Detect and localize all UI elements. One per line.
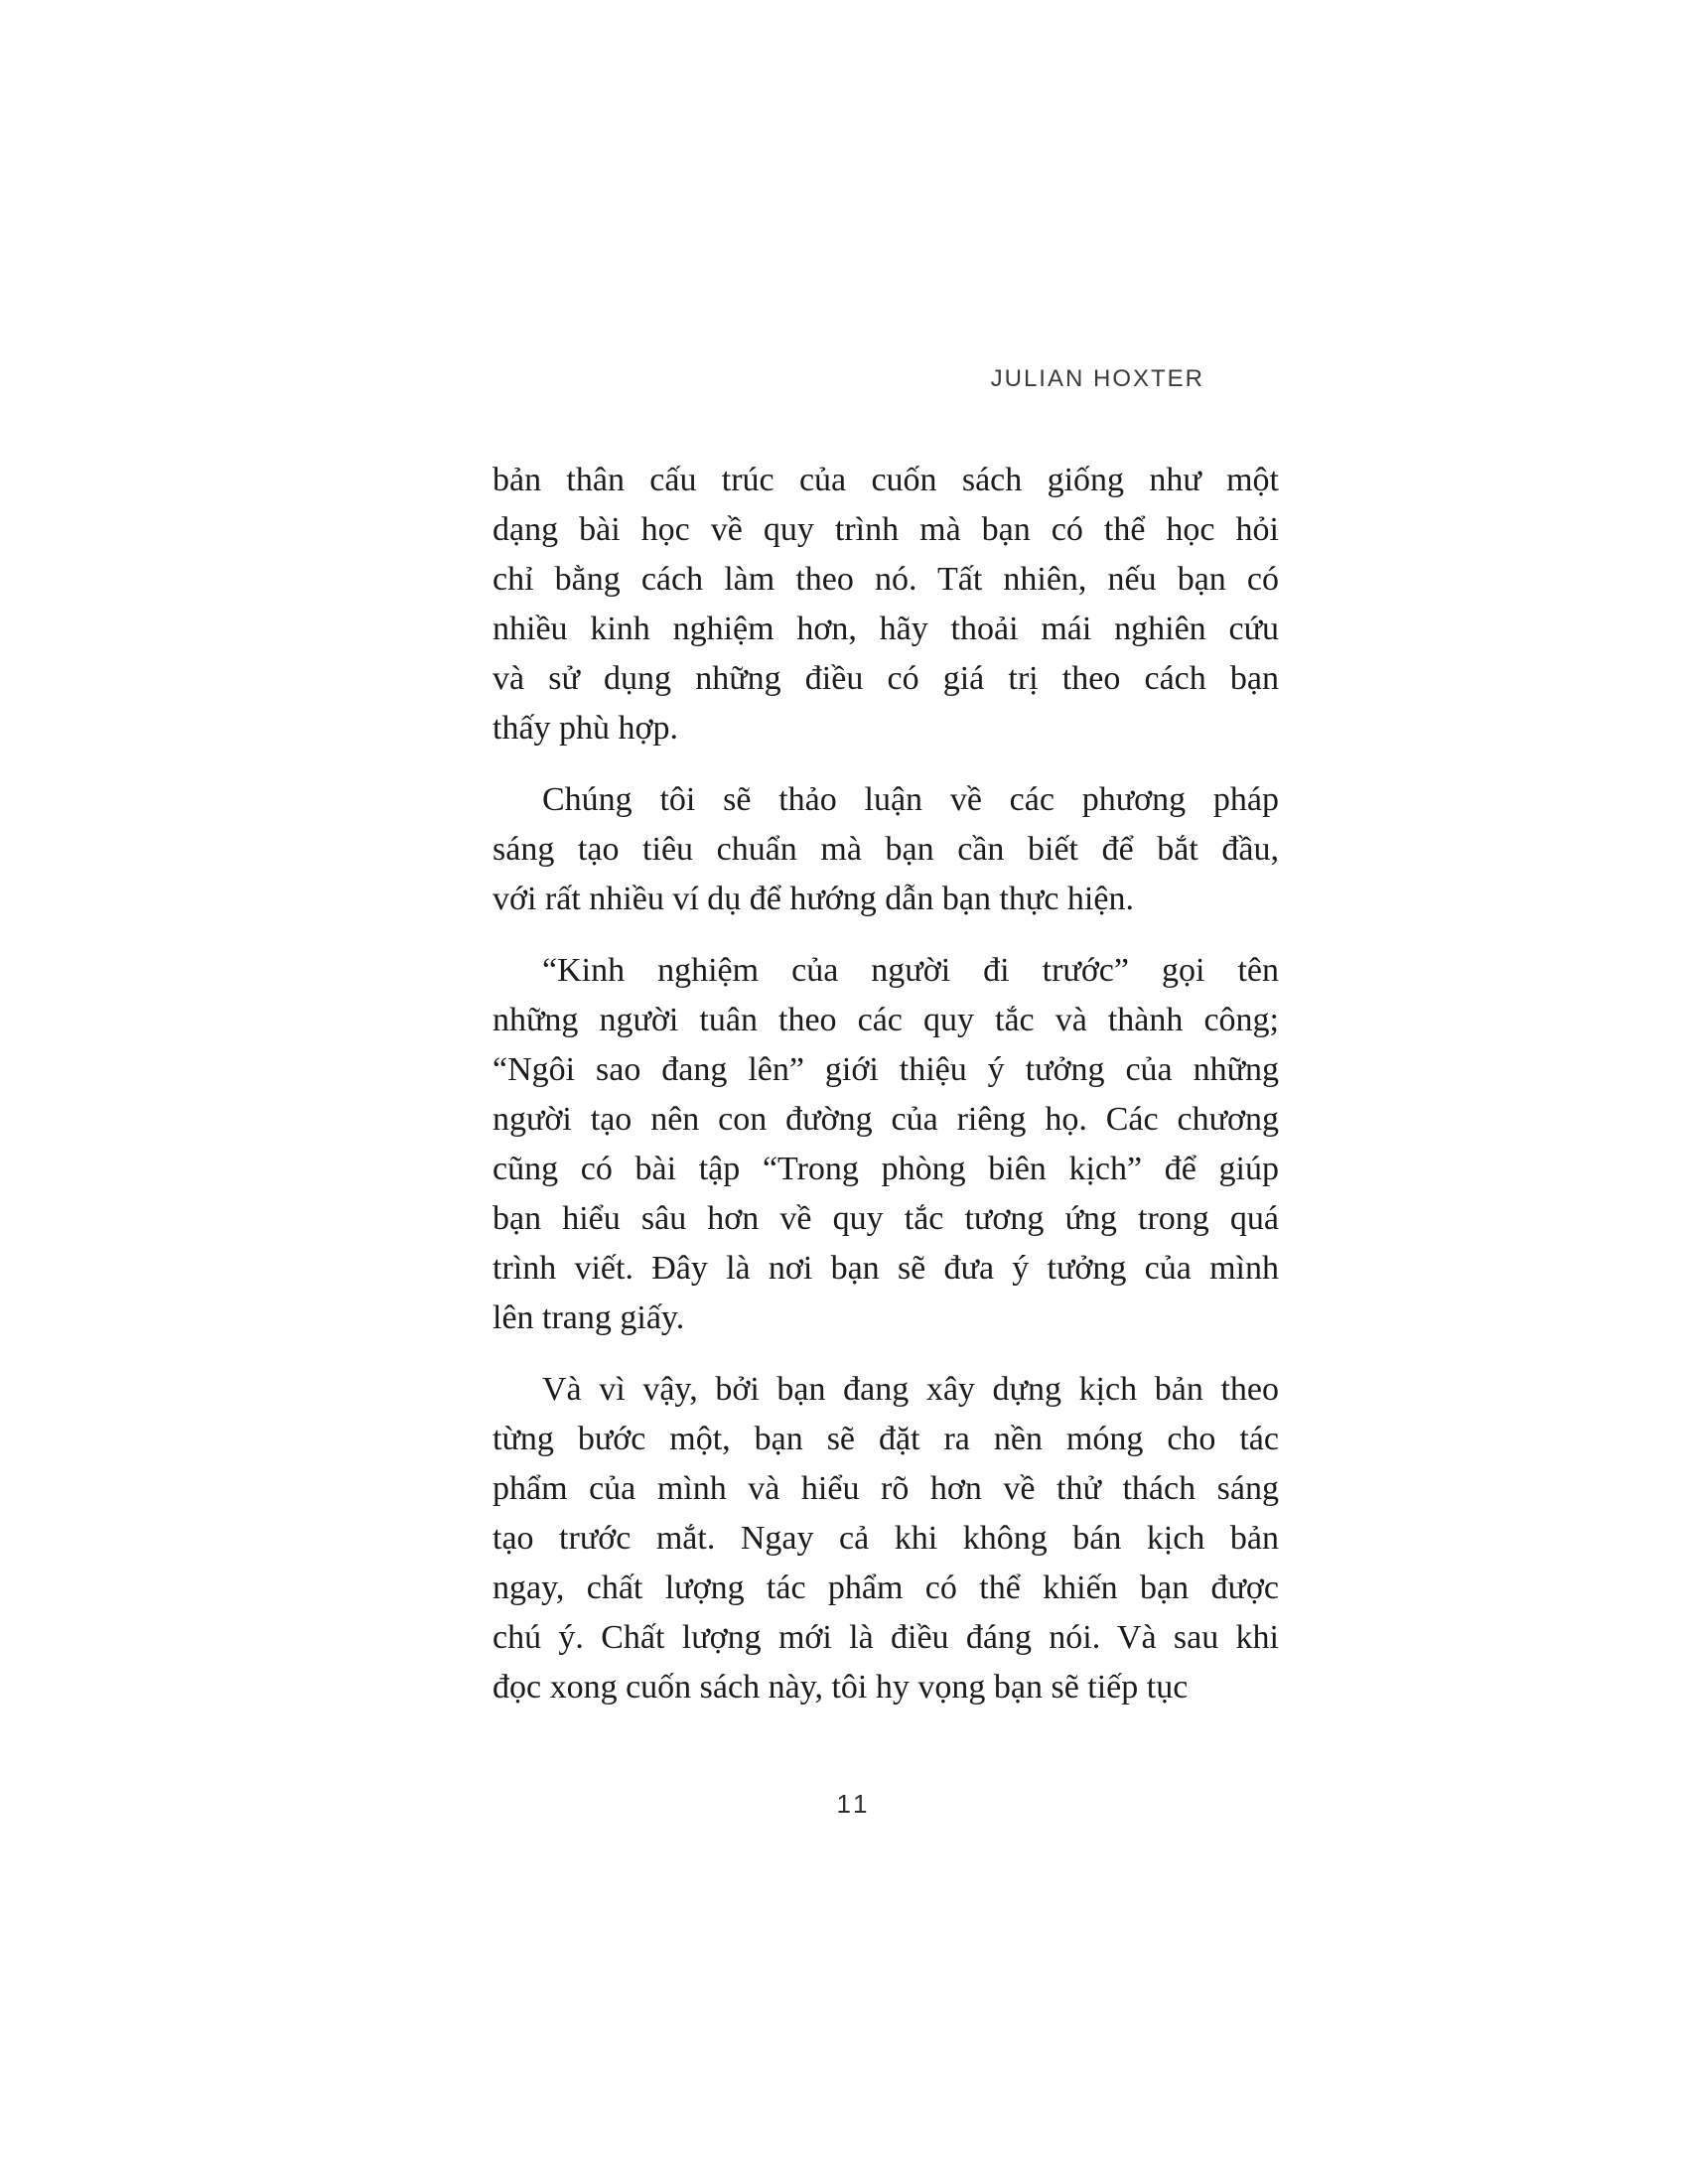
text-line: lên trang giấy.: [492, 1299, 685, 1336]
body-paragraph: [492, 775, 1279, 924]
text-line: phẩm của mình và hiểu rõ hơn về thử thách sáng: [492, 1470, 1279, 1507]
body-paragraph: [492, 456, 1279, 753]
text-line: chỉ bằng cách làm theo nó. Tất nhiên, nếu bạn có: [492, 561, 1279, 598]
text-line: bản thân cấu trúc của cuốn sách giống như một: [492, 462, 1279, 498]
text-line: Chúng tôi sẽ thảo luận về các phương pháp: [542, 781, 1279, 818]
text-line: “Kinh nghiệm của người đi trước” gọi tên: [542, 952, 1279, 989]
body-text-block: [492, 456, 1279, 1712]
running-header-author: JULIAN HOXTER: [990, 365, 1204, 392]
text-line: đọc xong cuốn sách này, tôi hy vọng bạn sẽ tiếp tục: [492, 1669, 1189, 1706]
text-line: cũng có bài tập “Trong phòng biên kịch” để giúp: [492, 1151, 1279, 1187]
text-line: với rất nhiều ví dụ để hướng dẫn bạn thực hiện.: [492, 881, 1134, 917]
text-line: và sử dụng những điều có giá trị theo cách bạn: [492, 660, 1279, 697]
text-line: “Ngôi sao đang lên” giới thiệu ý tưởng của những: [492, 1051, 1279, 1088]
text-line: chú ý. Chất lượng mới là điều đáng nói. Và sau khi: [492, 1619, 1279, 1656]
text-line: Và vì vậy, bởi bạn đang xây dựng kịch bản theo: [542, 1371, 1279, 1408]
text-line: tạo trước mắt. Ngay cả khi không bán kịch bản: [492, 1520, 1279, 1557]
page-number: 11: [836, 1789, 872, 1819]
text-line: nhiều kinh nghiệm hơn, hãy thoải mái nghiên cứu: [492, 611, 1279, 647]
text-line: ngay, chất lượng tác phẩm có thể khiến bạn được: [492, 1570, 1279, 1606]
text-line: trình viết. Đây là nơi bạn sẽ đưa ý tưởng của mình: [492, 1250, 1279, 1287]
text-line: những người tuân theo các quy tắc và thành công;: [492, 1002, 1279, 1038]
text-line: sáng tạo tiêu chuẩn mà bạn cần biết để bắt đầu,: [492, 831, 1279, 868]
text-line: dạng bài học về quy trình mà bạn có thể học hỏi: [492, 511, 1279, 548]
text-line: bạn hiểu sâu hơn về quy tắc tương ứng trong quá: [492, 1200, 1279, 1237]
body-paragraph: [492, 946, 1279, 1343]
text-line: từng bước một, bạn sẽ đặt ra nền móng cho tác: [492, 1421, 1279, 1457]
text-line: người tạo nên con đường của riêng họ. Các chương: [492, 1101, 1279, 1138]
text-line: thấy phù hợp.: [492, 710, 679, 747]
body-paragraph: [492, 1365, 1279, 1712]
